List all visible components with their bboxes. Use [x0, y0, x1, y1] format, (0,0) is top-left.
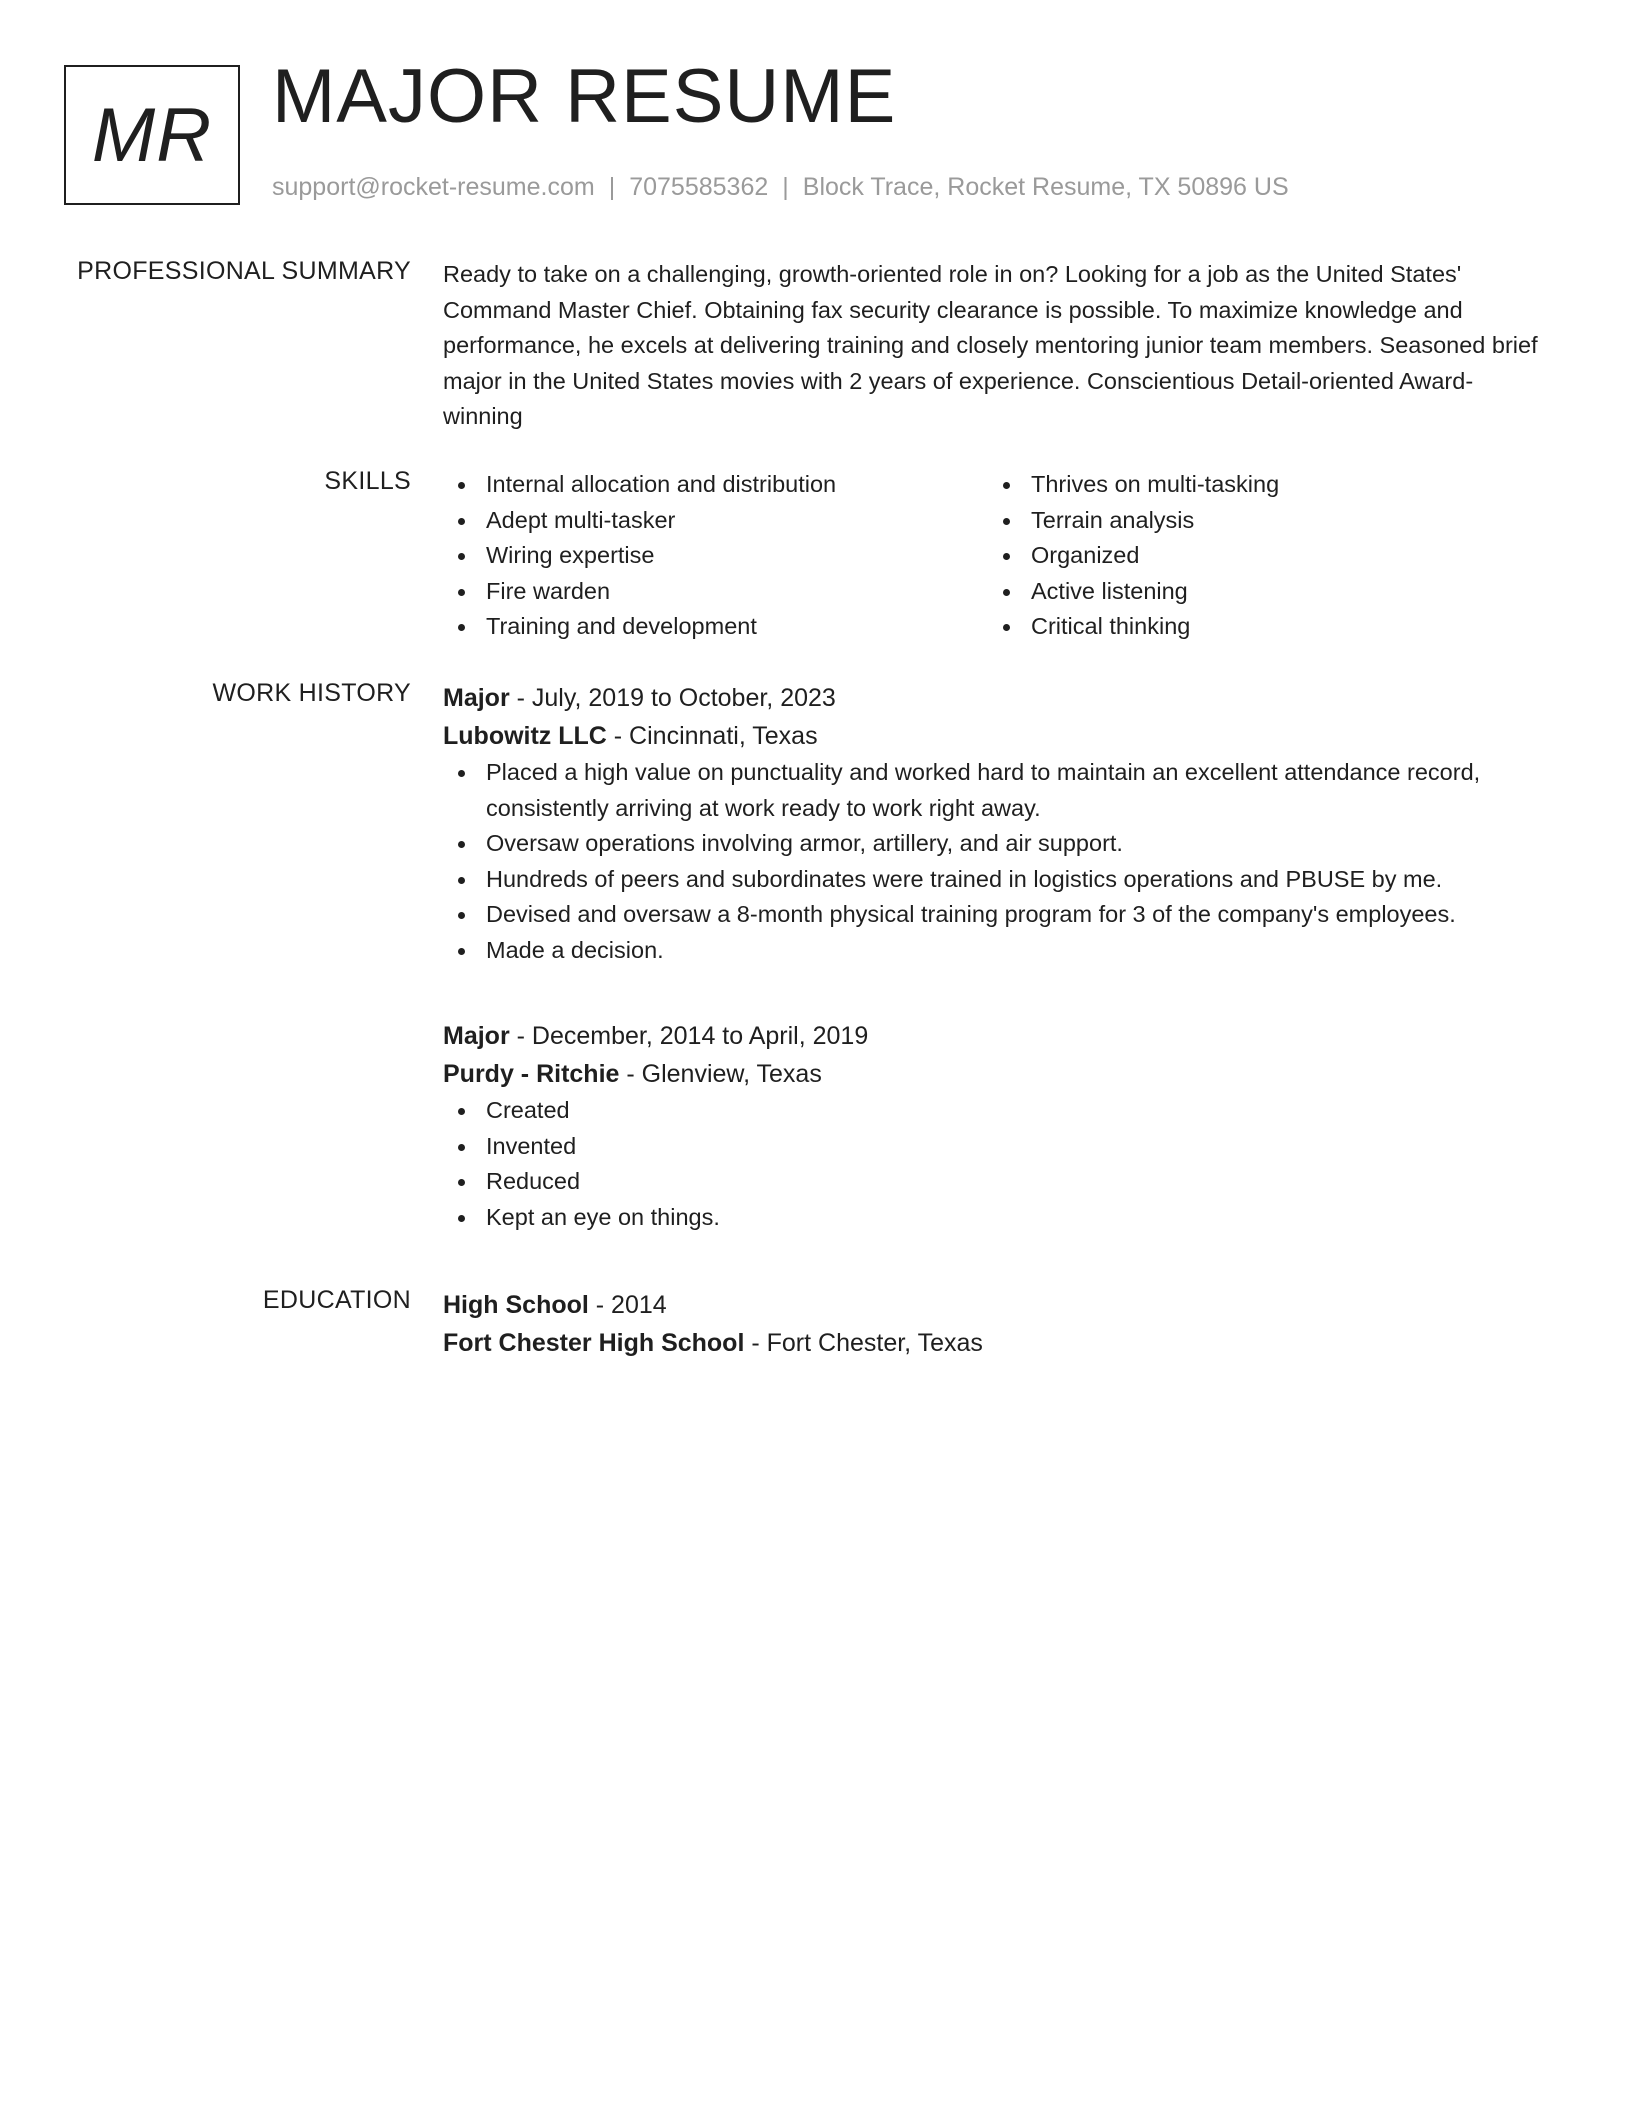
contact-email: support@rocket-resume.com: [272, 173, 595, 201]
skill-item: Terrain analysis: [988, 503, 1533, 539]
work-history-label: WORK HISTORY: [212, 679, 411, 707]
job-location: - Glenview, Texas: [619, 1060, 822, 1088]
job-bullet: Placed a high value on punctuality and worked hard to maintain an excellent attendance record, consistently arriving at work ready to work right away.: [443, 755, 1543, 826]
skill-item: Thrives on multi-tasking: [988, 467, 1533, 503]
job-company: Purdy - Ritchie: [443, 1060, 620, 1088]
skill-item: Training and development: [443, 609, 988, 645]
education-label: EDUCATION: [262, 1286, 411, 1314]
skills-body: [443, 467, 1543, 645]
summary-body: [443, 257, 1543, 435]
job-entry: [443, 1017, 1543, 1235]
contact-address: Block Trace, Rocket Resume, TX 50896 US: [802, 173, 1289, 201]
job-location: - Cincinnati, Texas: [606, 722, 818, 750]
job-company: Lubowitz LLC: [443, 722, 607, 750]
skill-item: Organized: [988, 538, 1533, 574]
monogram-initials: MR: [91, 92, 213, 178]
skill-item: Internal allocation and distribution: [443, 467, 988, 503]
job-company-line: [443, 1055, 1543, 1093]
skills-list-left: [443, 467, 988, 645]
skills-label: SKILLS: [324, 467, 411, 495]
summary-label: PROFESSIONAL SUMMARY: [77, 257, 411, 285]
job-title-line: [443, 1017, 1543, 1055]
resume-name: MAJOR RESUME: [272, 54, 897, 139]
skills-list-right: [988, 467, 1533, 645]
job-dates: - July, 2019 to October, 2023: [509, 684, 836, 712]
job-bullet: Made a decision.: [443, 933, 1543, 969]
job-title: Major: [443, 1022, 510, 1050]
job-bullet: Hundreds of peers and subordinates were trained in logistics operations and PBUSE by me.: [443, 862, 1543, 898]
education-entry: [443, 1286, 1543, 1362]
contact-phone: 7075585362: [629, 173, 769, 201]
contact-line: [272, 173, 1289, 202]
contact-separator: |: [782, 173, 789, 201]
skill-item: Critical thinking: [988, 609, 1533, 645]
education-year: - 2014: [588, 1291, 667, 1319]
job-dates: - December, 2014 to April, 2019: [509, 1022, 869, 1050]
monogram-box: [64, 65, 240, 205]
education-degree-line: [443, 1286, 1543, 1324]
job-bullet: Invented: [443, 1129, 1543, 1165]
skill-item: Wiring expertise: [443, 538, 988, 574]
job-bullet: Kept an eye on things.: [443, 1200, 1543, 1236]
education-school-line: [443, 1324, 1543, 1362]
education-school: Fort Chester High School: [443, 1329, 745, 1357]
job-bullet-list: [443, 755, 1543, 969]
job-bullet: Created: [443, 1093, 1543, 1129]
education-location: - Fort Chester, Texas: [744, 1329, 983, 1357]
skill-item: Adept multi-tasker: [443, 503, 988, 539]
job-company-line: [443, 717, 1543, 755]
job-bullet: Reduced: [443, 1164, 1543, 1200]
job-title-line: [443, 679, 1543, 717]
skill-item: Fire warden: [443, 574, 988, 610]
job-entry: [443, 679, 1543, 969]
summary-text: Ready to take on a challenging, growth-oriented role in on? Looking for a job as the United States' Command Master Chief. Obtaining fax security clearance is possible. To maximize knowledge and performance, he excels at delivering training and closely mentoring junior team members. Seasoned brief major in the United States movies with 2 years of experience. Conscientious Detail-oriented Award-winning: [443, 261, 1538, 430]
job-bullet-list: [443, 1093, 1543, 1235]
job-bullet: Oversaw operations involving armor, artillery, and air support.: [443, 826, 1543, 862]
job-title: Major: [443, 684, 510, 712]
job-bullet: Devised and oversaw a 8-month physical training program for 3 of the company's employees.: [443, 897, 1543, 933]
contact-separator: |: [608, 173, 616, 201]
education-degree: High School: [443, 1291, 589, 1319]
skill-item: Active listening: [988, 574, 1533, 610]
